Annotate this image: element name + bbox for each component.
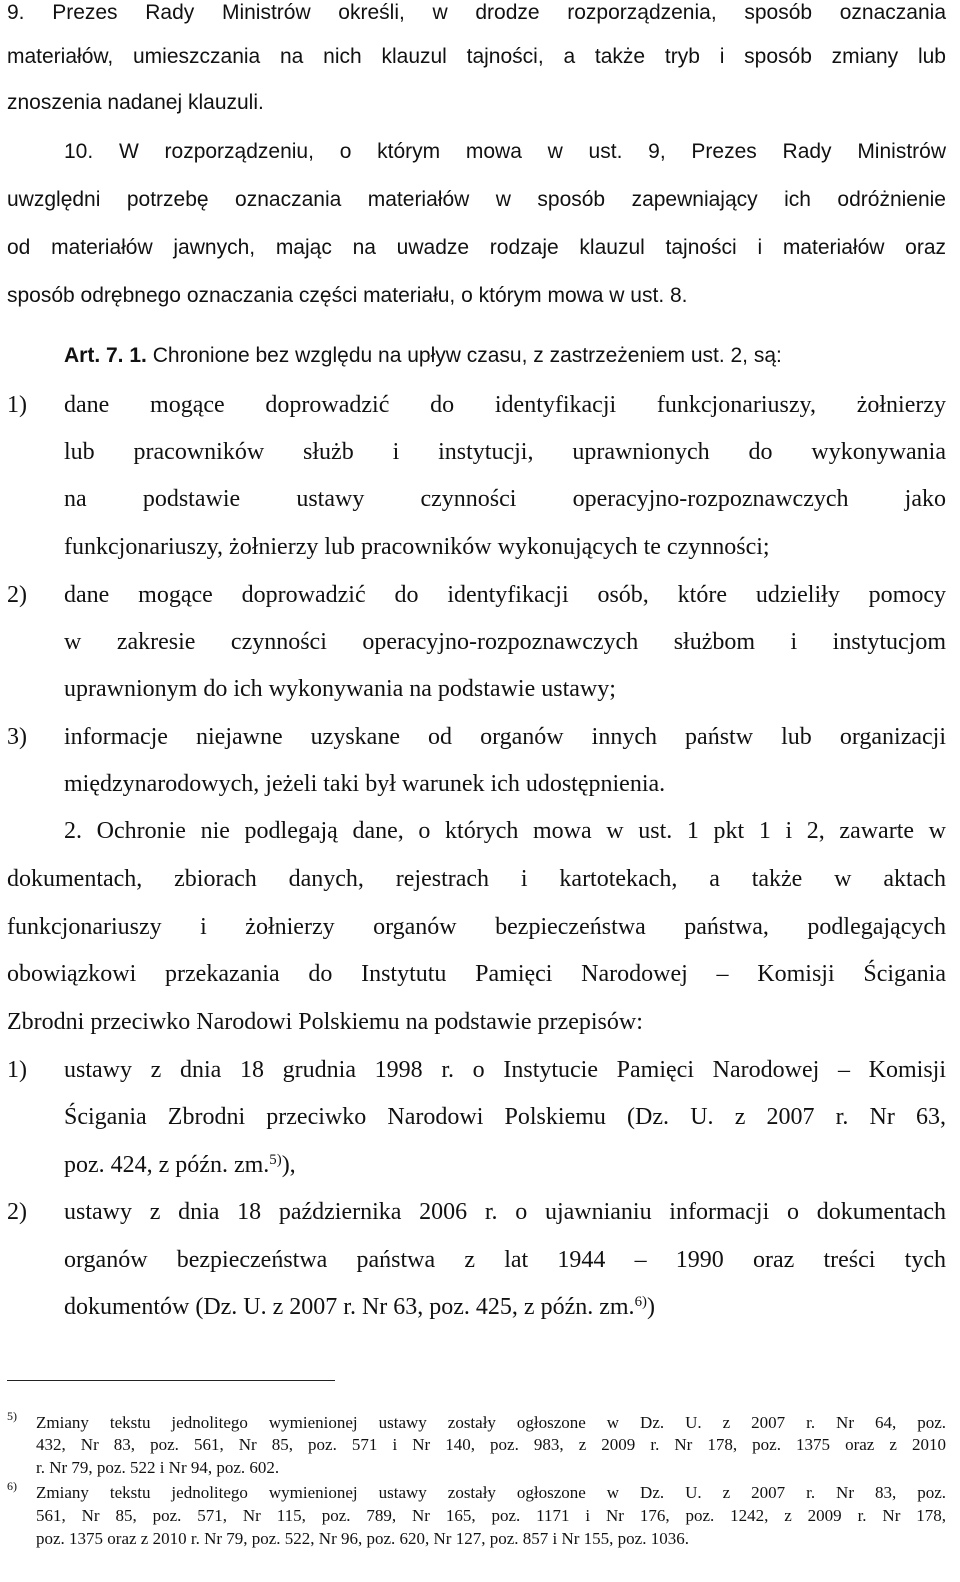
text-line: od materiałów jawnych, mając na uwadze rodzaje klauzul tajności i materiałów oraz (7, 236, 946, 259)
list-item-line: ustawy z dnia 18 października 2006 r. o ujawnianiu informacji o dokumentach (64, 1199, 946, 1225)
list-item-text: ), (281, 1152, 296, 1178)
list-item-line: organów bezpieczeństwa państwa z lat 1944 – 1990 oraz treści tych (64, 1247, 946, 1273)
list-item-line: Ścigania Zbrodni przeciwko Narodowi Polskiemu (Dz. U. z 2007 r. Nr 63, (64, 1104, 946, 1130)
footnote-line: Zmiany tekstu jednolitego wymienionej ustawy zostały ogłoszone w Dz. U. z 2007 r. Nr 64, poz. (36, 1413, 946, 1432)
list-item-line: uprawnionym do ich wykonywania na podstawie ustawy; (64, 676, 616, 702)
text-line: uwzględni potrzebę oznaczania materiałów w sposób zapewniający ich odróżnienie (7, 188, 946, 211)
article-heading (64, 341, 782, 371)
list-item-line: lub pracowników służb i instytucji, uprawnionych do wykonywania (64, 439, 946, 465)
list-number: 1) (7, 1057, 27, 1083)
list-item-line: międzynarodowych, jeżeli taki był warunek ich udostępnienia. (64, 771, 666, 797)
list-number: 3) (7, 724, 27, 750)
text-line: 9. Prezes Rady Ministrów określi, w drodze rozporządzenia, sposób oznaczania (7, 1, 946, 24)
list-item-line (64, 1150, 296, 1180)
footnote-separator (7, 1380, 335, 1381)
list-item-text: ) (646, 1294, 655, 1320)
text-line: funkcjonariuszy i żołnierzy organów bezpieczeństwa państwa, podlegających (7, 914, 946, 940)
footnote-ref: 5) (269, 1151, 282, 1168)
footnote-line: Zmiany tekstu jednolitego wymienionej ustawy zostały ogłoszone w Dz. U. z 2007 r. Nr 83, poz. (36, 1483, 946, 1502)
list-item-line: funkcjonariuszy, żołnierzy lub pracowników wykonujących te czynności; (64, 534, 770, 560)
article-label: Art. 7. 1. (64, 344, 147, 367)
text-line: 10. W rozporządzeniu, o którym mowa w ust. 9, Prezes Rady Ministrów (64, 140, 946, 163)
text-line: sposób odrębnego oznaczania części materiału, o którym mowa w ust. 8. (7, 284, 688, 307)
text-line: znoszenia nadanej klauzuli. (7, 91, 264, 114)
text-line: obowiązkowi przekazania do Instytutu Pamięci Narodowej – Komisji Ścigania (7, 961, 946, 987)
footnote-line: poz. 1375 oraz z 2010 r. Nr 79, poz. 522, Nr 96, poz. 620, Nr 127, poz. 857 i Nr 155, poz. 1036. (36, 1529, 689, 1548)
list-item-line (64, 1292, 655, 1322)
footnote-line: 432, Nr 83, poz. 561, Nr 85, poz. 571 i Nr 140, poz. 983, z 2009 r. Nr 178, poz. 1375 oraz z 2010 (36, 1435, 946, 1454)
list-item-line: na podstawie ustawy czynności operacyjno-rozpoznawczych jako (64, 486, 946, 512)
list-number: 2) (7, 1199, 27, 1225)
footnote-ref: 6) (634, 1293, 647, 1310)
list-number: 1) (7, 392, 27, 418)
list-item-line: ustawy z dnia 18 grudnia 1998 r. o Instytucie Pamięci Narodowej – Komisji (64, 1057, 946, 1083)
footnote-mark: 6) (7, 1479, 17, 1493)
list-item-text: poz. 424, z późn. zm. (64, 1152, 270, 1178)
list-item-text: dokumentów (Dz. U. z 2007 r. Nr 63, poz. 425, z późn. zm. (64, 1294, 635, 1320)
list-item-line: dane mogące doprowadzić do identyfikacji funkcjonariuszy, żołnierzy (64, 392, 946, 418)
text-line: 2. Ochronie nie podlegają dane, o których mowa w ust. 1 pkt 1 i 2, zawarte w (64, 818, 946, 844)
text-line: dokumentach, zbiorach danych, rejestrach i kartotekach, a także w aktach (7, 866, 946, 892)
footnote-line: r. Nr 79, poz. 522 i Nr 94, poz. 602. (36, 1458, 280, 1477)
list-number: 2) (7, 582, 27, 608)
text-line: materiałów, umieszczania na nich klauzul tajności, a także tryb i sposób zmiany lub (7, 45, 946, 68)
list-item-line: w zakresie czynności operacyjno-rozpoznawczych służbom i instytucjom (64, 629, 946, 655)
article-intro: Chronione bez względu na upływ czasu, z zastrzeżeniem ust. 2, są: (152, 344, 782, 367)
list-item-line: dane mogące doprowadzić do identyfikacji osób, które udzieliły pomocy (64, 582, 946, 608)
footnote-line: 561, Nr 85, poz. 571, Nr 115, poz. 789, Nr 165, poz. 1171 i Nr 176, poz. 1242, z 2009 r. Nr 178, (36, 1506, 946, 1525)
text-line: Zbrodni przeciwko Narodowi Polskiemu na podstawie przepisów: (7, 1009, 643, 1035)
list-item-line: informacje niejawne uzyskane od organów innych państw lub organizacji (64, 724, 946, 750)
footnote-mark: 5) (7, 1409, 17, 1423)
